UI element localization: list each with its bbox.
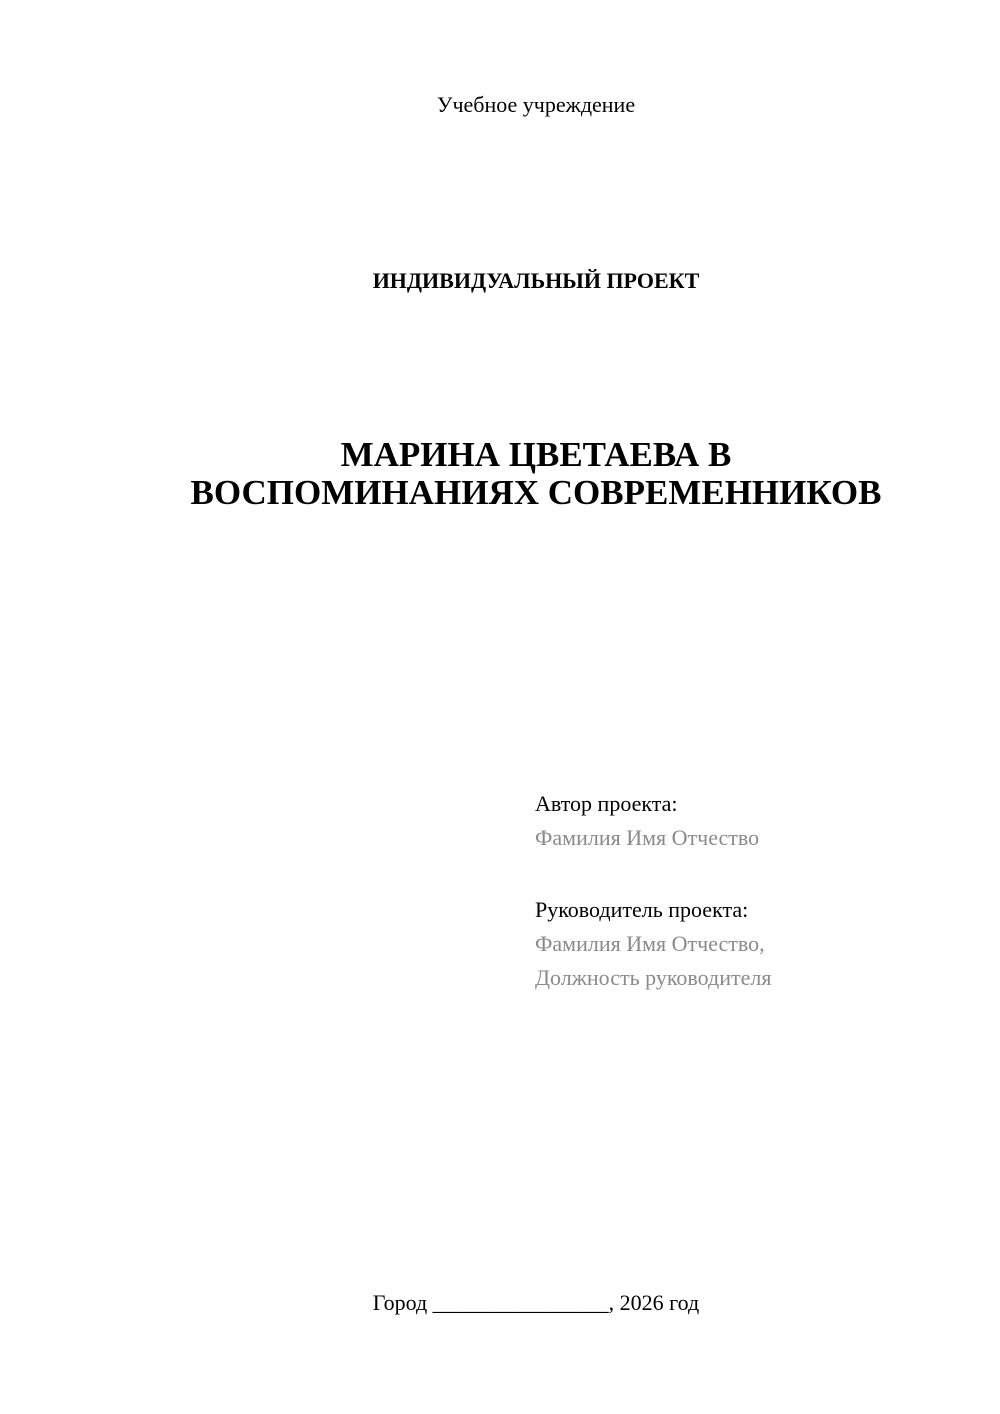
author-block xyxy=(535,787,759,855)
project-title-line-2: ВОСПОМИНАНИЯХ СОВРЕМЕННИКОВ xyxy=(190,473,882,512)
institution-name: Учебное учреждение xyxy=(436,92,636,117)
document-type: ИНДИВИДУАЛЬНЫЙ ПРОЕКТ xyxy=(372,268,700,293)
supervisor-label: Руководитель проекта: xyxy=(535,897,749,922)
supervisor-name: Фамилия Имя Отчество, xyxy=(535,931,765,956)
supervisor-position: Должность руководителя xyxy=(535,965,772,990)
author-name: Фамилия Имя Отчество xyxy=(535,825,760,850)
project-title-line-1: МАРИНА ЦВЕТАЕВА В xyxy=(340,435,732,474)
supervisor-block xyxy=(535,893,771,995)
author-label: Автор проекта: xyxy=(535,791,678,816)
project-title xyxy=(0,436,1000,512)
city-year-footer: Город ________________, 2026 год xyxy=(372,1290,700,1315)
